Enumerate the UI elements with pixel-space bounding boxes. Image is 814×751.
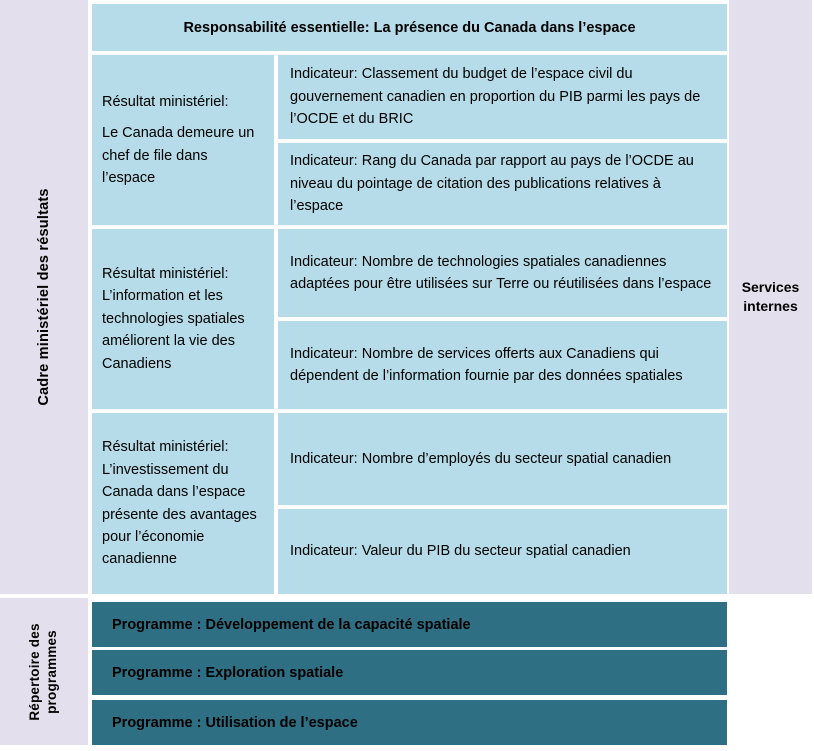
indicator-cell: Indicateur: Classement du budget de l’espace civil du gouvernement canadien en proportion du PIB parmi les pays de l’OCDE et du BRIC <box>278 55 727 139</box>
indicator-cell: Indicateur: Rang du Canada par rapport au pays de l’OCDE au niveau du pointage de citation des publications relatives à l’espace <box>278 143 727 225</box>
departmental-result-prefix: Résultat ministériel: <box>102 93 229 110</box>
indicator-cell: Indicateur: Valeur du PIB du secteur spatial canadien <box>278 509 727 594</box>
results-framework-band <box>0 0 88 594</box>
departmental-result-cell <box>92 55 274 225</box>
program-bar: Programme : Développement de la capacité spatiale <box>92 602 727 647</box>
results-framework-label: Cadre ministériel des résultats <box>35 188 52 406</box>
program-bar: Programme : Utilisation de l’espace <box>92 700 727 745</box>
departmental-result-text: Le Canada demeure un chef de file dans l’espace <box>102 125 255 186</box>
program-inventory-label: Répertoire des programmes <box>27 622 59 721</box>
program-inventory-band <box>0 598 88 745</box>
core-responsibility-header: Responsabilité essentielle: La présence du Canada dans l’espace <box>92 4 727 51</box>
indicator-cell: Indicateur: Nombre de technologies spatiales canadiennes adaptées pour être utilisées sur Terre ou réutilisées dans l’espace <box>278 229 727 317</box>
departmental-result-prefix: Résultat ministériel: <box>102 439 229 456</box>
departmental-result-cell <box>92 413 274 594</box>
indicator-cell: Indicateur: Nombre de services offerts aux Canadiens qui dépendent de l’information fournie par des données spatiales <box>278 321 727 409</box>
departmental-result-cell <box>92 229 274 409</box>
program-bar: Programme : Exploration spatiale <box>92 650 727 695</box>
internal-services-band <box>729 0 812 594</box>
indicator-cell: Indicateur: Nombre d’employés du secteur spatial canadien <box>278 413 727 505</box>
departmental-result-text: L’information et les technologies spatiales améliorent la vie des Canadiens <box>102 288 245 372</box>
departmental-result-text: L’investissement du Canada dans l’espace présente des avantages pour l’économie canadienne <box>102 461 257 568</box>
internal-services-label: Services internes <box>741 279 800 314</box>
departmental-result-prefix: Résultat ministériel: <box>102 265 229 282</box>
